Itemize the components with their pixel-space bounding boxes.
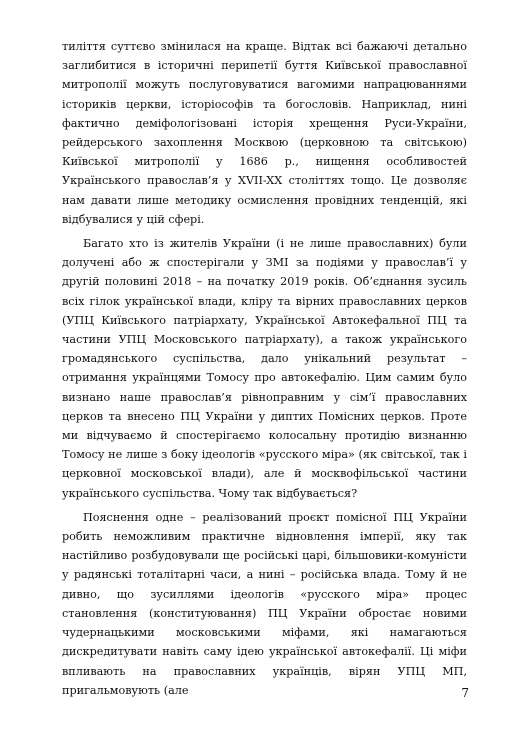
paragraph-continuation: тиліття суттєво змінилася на краще. Відтак всі бажаючі детально заглибитися в історичні перипетії буття Київської православної митрополії можуть послуговуватися вагомими напрацюваннями істориків церкви, історіософів та богословів. Наприклад, нині фактично деміфологізовані історія хрещення Руси-України, рейдерського захоплення Москвою (церковною та світською) Київської митрополії у 1686 р., нищення особливостей Українського православ’я у XVII-XX століттях тощо. Це дозволяє нам давати лише методику осмислення провідних тенденцій, які відбувалися у цій сфері. [62, 40, 467, 226]
page-body-text [62, 37, 467, 700]
paragraph-ukrainian-orthodoxy-events: Багато хто із жителів України (і не лише православних) були долучені або ж спостерігали у ЗМІ за подіями у православ’ї у другій половині 2018 – на початку 2019 років. Об’єднання зусиль всіх гілок української влади, кліру та вірних православних церков (УПЦ Київського патріархату, Української Автокефальної ПЦ та частини УПЦ Московського патріархату), а також українського громадянського суспільства, дало унікальний результат – отримання українцями Томосу про автокефалію. Цим самим було визнано наше православ’я рівноправним у сім’ї православних церков та внесено ПЦ України у диптих Помісних церков. Проте ми відчуваємо й спостерігаємо колосальну протидію визнанню Томосу не лише з боку ідеологів «русского міра» (як світської, так і церковної московської влади), але й москвофільської частини українського суспільства. Чому так відбувається? [62, 237, 467, 500]
page-number: 7 [461, 686, 469, 700]
paragraph-explanation: Пояснення одне – реалізований проєкт помісної ПЦ України робить неможливим практичне відновлення імперії, яку так настійливо розбудовували ще російські царі, більшовики-комуністи у радянські тоталітарні часи, а нині – російська влада. Тому й не дивно, що зусиллями ідеологів «русского міра» процес становлення (конституювання) ПЦ України обростає новими чудернацькими московськими міфами, які намагаються дискредитувати навіть саму ідею української автокефалії. Ці міфи впливають на православних українців, вірян УПЦ МП, пригальмовують (але [62, 510, 467, 697]
